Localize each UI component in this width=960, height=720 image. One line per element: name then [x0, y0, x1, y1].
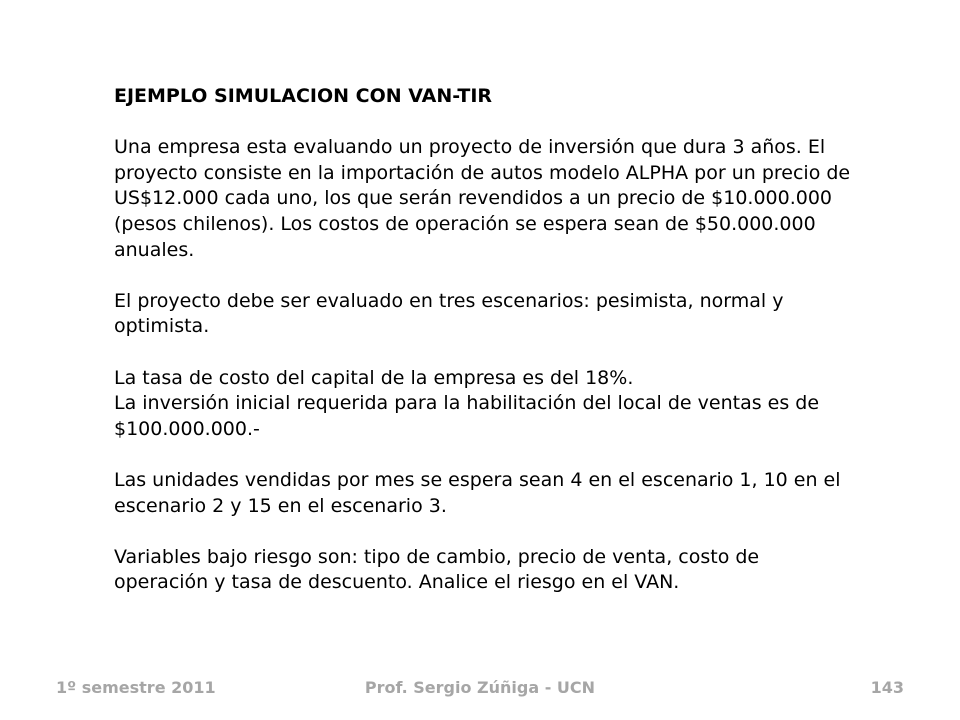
spacer [114, 442, 854, 468]
footer-author: Prof. Sergio Zúñiga - UCN [364, 678, 596, 697]
footer-page-number: 143 [870, 678, 904, 697]
footer-semester: 1º semestre 2011 [56, 678, 216, 697]
spacer [114, 263, 854, 289]
spacer [114, 340, 854, 366]
slide-title: EJEMPLO SIMULACION CON VAN-TIR [114, 85, 493, 107]
paragraph-capital-cost: La tasa de costo del capital de la empresa es del 18%. [114, 366, 634, 389]
paragraph-project-description: Una empresa esta evaluando un proyecto de inversión que dura 3 años. El proyecto consiste en la importación de autos modelo ALPHA por un precio de US$12.000 cada uno, los que serán revendidos a un precio de $10.000.000 (pesos chilenos). Los costos de operación se espera sean de $50.000.000 anuales. [114, 136, 851, 261]
paragraph-scenarios: El proyecto debe ser evaluado en tres escenarios: pesimista, normal y optimista. [114, 289, 784, 338]
paragraph-units-sold: Las unidades vendidas por mes se espera sean 4 en el escenario 1, 10 en el escenario 2 y 15 en el escenario 3. [114, 468, 841, 517]
slide-content [114, 84, 854, 596]
spacer [114, 519, 854, 545]
spacer [114, 110, 854, 136]
paragraph-initial-investment: La inversión inicial requerida para la habilitación del local de ventas es de $100.000.000.- [114, 392, 820, 440]
paragraph-risk-variables: Variables bajo riesgo son: tipo de cambio, precio de venta, costo de operación y tasa de descuento. Analice el riesgo en el VAN. [114, 545, 760, 594]
